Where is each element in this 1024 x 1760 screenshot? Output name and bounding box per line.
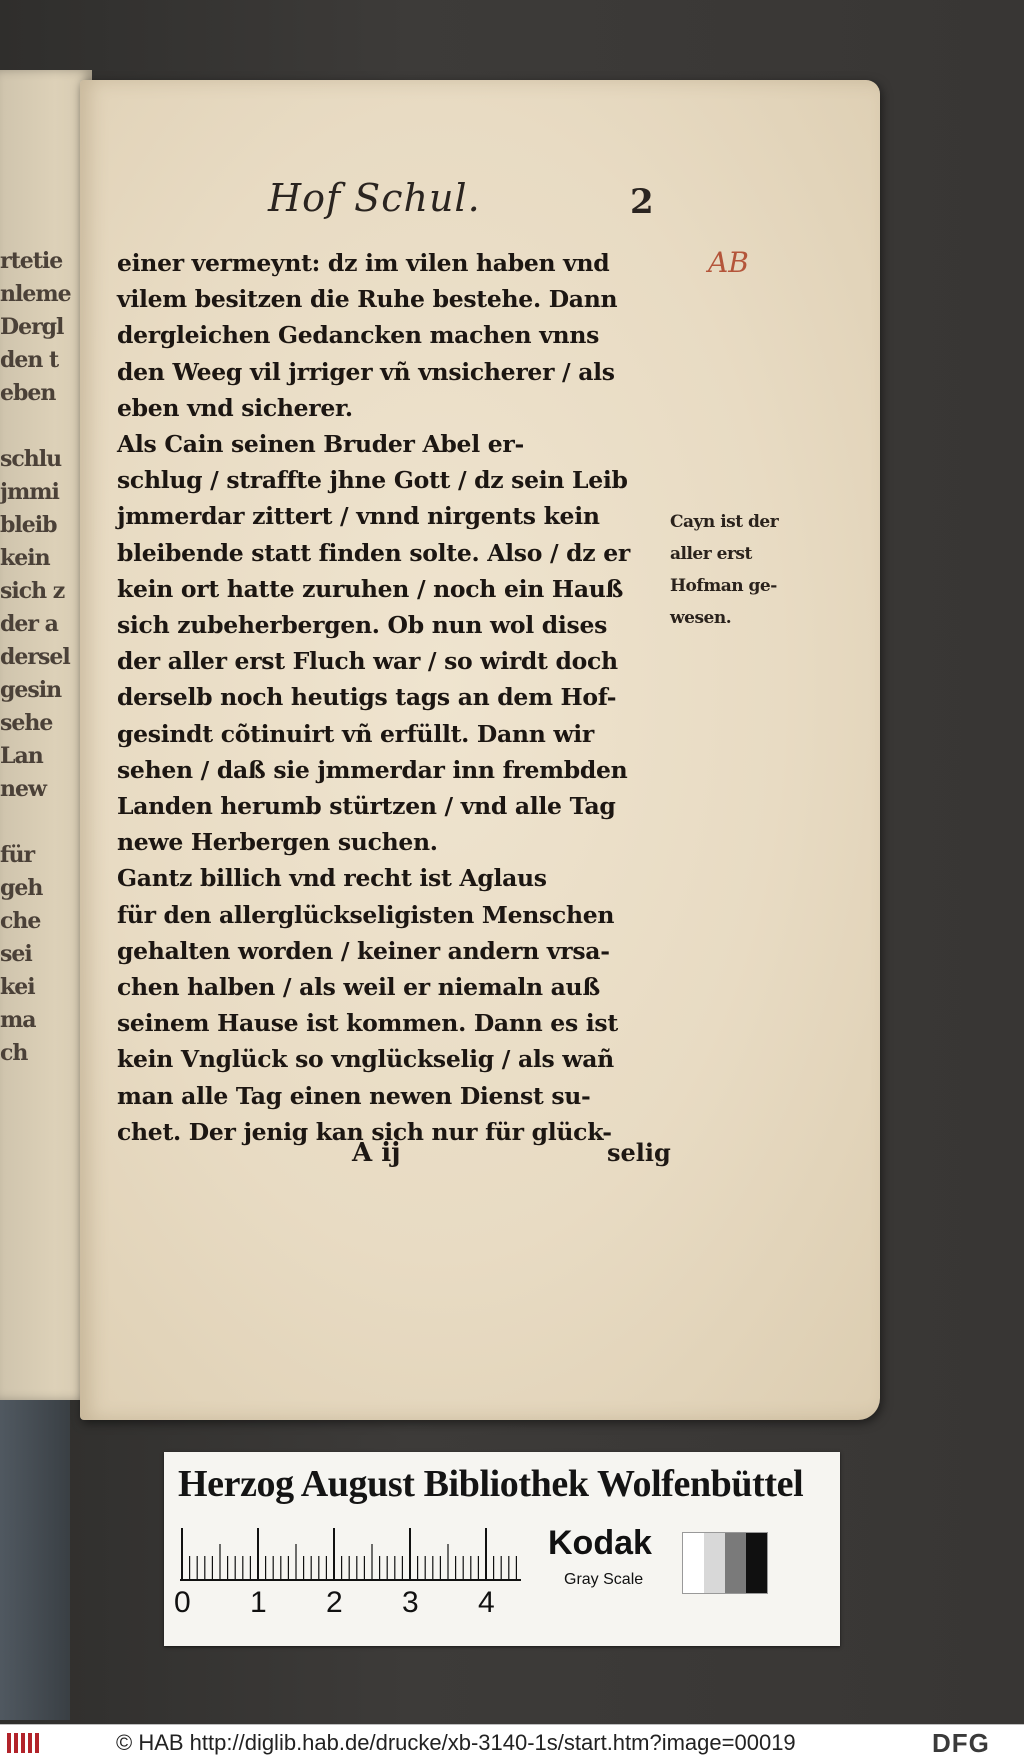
previous-page-text — [0, 245, 80, 1070]
gray-patch-light — [704, 1533, 725, 1593]
ruler-number: 4 — [478, 1586, 495, 1619]
dfg-logo: DFG — [932, 1728, 990, 1758]
gray-scale-patches — [682, 1532, 768, 1594]
previous-page-fragment: bleib — [0, 512, 57, 538]
ruler-number: 0 — [174, 1586, 191, 1619]
text-line: eben vnd sicherer. — [117, 393, 353, 422]
text-line: einer vermeynt: dz im vilen haben vnd — [117, 249, 610, 277]
previous-page-fragment: schlu — [0, 446, 62, 472]
previous-page-fragment: sei — [0, 941, 32, 967]
text-line: sehen / daß sie jmmerdar inn frembden — [117, 755, 628, 784]
previous-page-fragment: kein — [0, 545, 50, 571]
text-line: man alle Tag einen newen Dienst su- — [117, 1081, 591, 1110]
text-line: für den allerglückseligisten Menschen — [117, 900, 615, 929]
previous-page-fragment: ch — [0, 1040, 28, 1066]
plastic-sleeve — [0, 1400, 70, 1720]
previous-page-fragment — [0, 410, 80, 443]
text-line: bleibende statt finden solte. Also / dz er — [117, 538, 630, 567]
text-line: dergleichen Gedancken machen vnns — [117, 321, 600, 350]
ruler-number: 1 — [250, 1586, 267, 1619]
gray-patch-white — [683, 1533, 704, 1593]
text-line: Gantz billich vnd recht ist Aglaus — [117, 864, 547, 893]
page-body-text — [117, 245, 677, 1150]
ruler-number: 3 — [402, 1586, 419, 1619]
previous-page-fragment: sich z — [0, 578, 65, 604]
previous-page-fragment: für — [0, 842, 35, 868]
text-line: sich zubeherbergen. Ob nun wol dises — [117, 611, 608, 640]
text-line: schlug / straffte jhne Gott / dz sein Leib — [117, 466, 628, 495]
previous-page-fragment: Lan — [0, 743, 43, 769]
text-line: den Weeg vil jrriger vñ vnsicherer / als — [117, 357, 615, 386]
text-line: chen halben / als weil er niemaln auß — [117, 973, 600, 1002]
text-line: kein Vnglück so vnglückselig / als wañ — [117, 1045, 614, 1074]
text-line: Landen herumb stürtzen / vnd alle Tag — [117, 792, 616, 821]
running-head: Hof Schul. — [268, 176, 481, 220]
marginal-note-line: aller erst — [670, 544, 752, 564]
previous-page-fragment: jmmi — [0, 479, 59, 505]
hab-logo-icon — [6, 1731, 46, 1755]
previous-page-fragment: nleme — [0, 281, 71, 307]
previous-page-fragment: rtetie — [0, 248, 63, 274]
text-line: chet. Der jenig kan sich nur für glück- — [117, 1117, 612, 1146]
library-color-card — [164, 1452, 840, 1646]
text-line: Als Cain seinen Bruder Abel er- — [117, 430, 524, 459]
text-line: der aller erst Fluch war / so wirdt doch — [117, 647, 618, 676]
previous-page-fragment: geh — [0, 875, 43, 901]
previous-page-fragment: den t — [0, 347, 59, 373]
footer-bar — [0, 1724, 1024, 1760]
catchword: selig — [607, 1138, 671, 1167]
marginal-note — [670, 506, 810, 634]
text-line: newe Herbergen suchen. — [117, 828, 438, 857]
previous-page-edge — [0, 70, 92, 1400]
book-page — [80, 80, 880, 1420]
ruler-number: 2 — [326, 1586, 343, 1619]
previous-page-fragment: der a — [0, 611, 58, 637]
previous-page-fragment — [0, 806, 80, 839]
text-line: kein ort hatte zuruhen / noch ein Hauß — [117, 574, 624, 603]
previous-page-fragment: dersel — [0, 644, 70, 670]
previous-page-fragment: Dergl — [0, 314, 64, 340]
text-line: seinem Hause ist kommen. Dann es ist — [117, 1009, 618, 1038]
text-line: gesindt cõtinuirt vñ erfüllt. Dann wir — [117, 719, 594, 748]
previous-page-fragment: che — [0, 908, 41, 934]
gray-patch-black — [746, 1533, 767, 1593]
previous-page-fragment: kei — [0, 974, 35, 1000]
previous-page-fragment: eben — [0, 380, 56, 406]
marginal-note-line: Cayn ist der — [670, 512, 779, 532]
shelfmark-note: AB — [708, 246, 749, 279]
previous-page-fragment: sehe — [0, 710, 53, 736]
scale-ruler — [178, 1526, 523, 1582]
kodak-logo: Kodak — [548, 1524, 652, 1562]
library-name: Herzog August Bibliothek Wolfenbüttel — [178, 1463, 804, 1505]
text-line: jmmerdar zittert / vnnd nirgents kein — [117, 502, 600, 531]
previous-page-fragment: new — [0, 776, 46, 802]
marginal-note-line: Hofman ge- — [670, 576, 777, 596]
ruler-numbers — [168, 1586, 518, 1622]
previous-page-fragment: ma — [0, 1007, 36, 1033]
signature-mark: A ij — [352, 1138, 401, 1168]
text-line: gehalten worden / keiner andern vrsa- — [117, 936, 610, 965]
previous-page-fragment: gesin — [0, 677, 62, 703]
gray-patch-mid — [725, 1533, 746, 1593]
text-line: vilem besitzen die Ruhe bestehe. Dann — [117, 285, 618, 314]
copyright-url[interactable]: © HAB http://diglib.hab.de/drucke/xb-3140-1s/start.htm?image=00019 — [116, 1730, 796, 1755]
page-number: 2 — [630, 182, 654, 222]
gray-scale-label: Gray Scale — [564, 1571, 644, 1588]
marginal-note-line: wesen. — [670, 608, 732, 628]
text-line: derselb noch heutigs tags an dem Hof- — [117, 683, 617, 712]
